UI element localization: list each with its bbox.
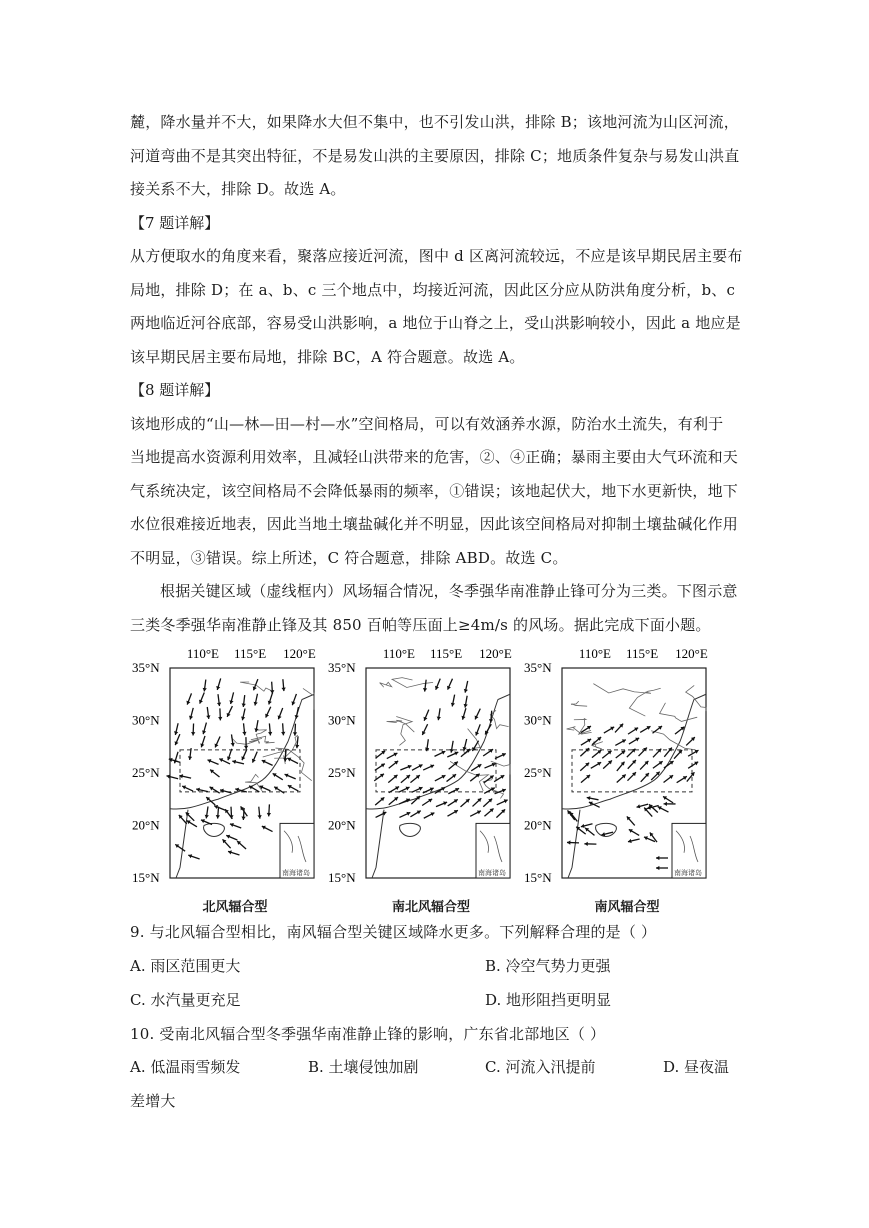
lat-label: 15°N [524,870,552,885]
question-9-stem: 9. 与北风辐合型相比，南风辐合型关键区域降水更多。下列解释合理的是（ ） [130,923,657,941]
wind-arrow-head [203,688,207,692]
province-border [450,761,488,791]
lat-label: 20°N [328,817,356,833]
lat-label: 30°N [328,712,356,728]
province-border [490,710,508,728]
text-line: 两地临近河谷底部，容易受山洪影响，a 地位于山脊之上，受山洪影响较小，因此 a 地应是 [130,314,741,332]
wind-map [522,646,712,896]
wind-arrow-head [281,732,285,736]
option-b[interactable]: B. 冷空气势力更强 [485,956,611,975]
inset-label: 南海诸岛 [282,869,310,877]
text-line: 局地，排除 D；在 a、b、c 三个地点中，均接近河流，因此区分应从防洪角度分析，b、c [130,280,736,299]
wind-arrow-head [218,717,222,720]
key-region-box [572,750,692,792]
lon-label: 115°E [626,646,659,661]
wind-arrow-head [268,732,272,736]
wind-arrow-head [229,700,233,704]
wind-arrow-head [267,813,271,816]
province-border [651,731,695,750]
option-c[interactable]: C. 河流入汛提前 [485,1058,596,1076]
wind-arrow-head [637,804,641,808]
wind-arrows [167,678,300,859]
text-line: 当地提高水资源利用效率，且减轻山洪带来的危害，②、④正确；暴雨主要由大气环流和天 [130,448,739,466]
province-border [392,678,433,688]
lon-label: 120°E [479,646,512,661]
lon-label: 115°E [430,646,463,661]
lat-label: 20°N [524,817,552,833]
map-south-convergence [522,646,712,916]
lat-label: 25°N [132,765,160,780]
wind-field-maps [130,646,742,916]
province-border [251,736,275,743]
province-border [571,701,587,706]
lon-label: 110°E [578,646,612,661]
wind-arrow-head [244,746,248,749]
wind-map [326,646,516,896]
lat-label: 15°N [328,870,356,885]
text-line: 麓，降水量并不大，如果降水大但不集中，也不引发山洪，排除 B；该地河流为山区河流， [130,113,739,131]
wind-arrow-head [293,732,297,735]
text-line: 不明显，③错误。综上所述，C 符合题意，排除 ABD。故选 C。 [130,548,568,567]
wind-arrow-head [189,716,193,720]
wind-arrow-head [656,866,659,870]
lon-label: 110°E [186,646,220,661]
lat-label: 35°N [524,660,552,675]
intro-line: 三类冬季强华南准静止锋及其 850 百帕等压面上≥4m/s 的风场。据此完成下面小题。 [130,615,711,634]
option-a[interactable]: A. 雨区范围更大 [130,956,241,975]
option-b[interactable]: B. 土壤侵蚀加剧 [308,1058,419,1076]
map-caption: 南北风辐合型 [391,900,470,915]
wind-arrow-head [584,842,587,846]
lat-label: 20°N [132,817,160,833]
coastline [372,810,384,878]
province-border [303,688,314,709]
text-line: 该地形成的“山—林—田—村—水”空间格局，可以有效涵养水源，防治水土流失，有利于 [130,414,724,433]
wind-arrow-head [656,856,659,860]
option-d[interactable]: D. 地形阻挡更明显 [485,990,612,1009]
map-caption: 北风辐合型 [202,900,268,915]
lat-label: 25°N [524,765,552,780]
lon-label: 110°E [382,646,416,661]
inset-label: 南海诸岛 [674,869,702,877]
option-d[interactable]: D. 昼夜温 [663,1058,730,1076]
wind-arrow-head [281,688,285,692]
heading-q7: 【7 题详解】 [130,213,220,232]
option-a[interactable]: A. 低温雨雪频发 [130,1058,241,1076]
wind-arrow-head [217,702,221,706]
province-border [380,682,392,686]
wind-arrow-head [295,745,299,749]
question-9-options-row1 [130,950,742,984]
text-line: 河道弯曲不是其突出特征，不是易发山洪的主要原因，排除 C；地质条件复杂与易发山洪直 [130,146,740,165]
text-line: 从方便取水的角度来看，聚落应接近河流，图中 d 区离河流较远，不应是该早期民居主要布 [130,247,743,265]
wind-arrow-head [283,758,287,761]
lat-label: 15°N [132,870,160,885]
inset-label: 南海诸岛 [478,869,506,877]
question-10-stem: 10. 受南北风辐合型冬季强华南准静止锋的影响，广东省北部地区（ ） [130,1024,606,1043]
province-border [491,761,510,774]
lat-label: 30°N [132,712,160,728]
wind-arrows [374,679,507,819]
lon-label: 120°E [675,646,708,661]
intro-line: 根据关键区域（虚线框内）风场辐合情况，冬季强华南准静止锋可分为三类。下图示意 [160,582,738,600]
heading-q8: 【8 题详解】 [130,381,220,399]
coastline [176,810,188,878]
lat-label: 30°N [524,712,552,728]
option-c[interactable]: C. 水汽量更充足 [130,990,241,1009]
question-10-options [130,1051,742,1085]
wind-arrow-head [567,840,570,844]
hainan-island [400,823,421,836]
wind-arrow-head [242,703,246,707]
question-10-continuation: 差增大 [130,1092,176,1110]
province-border [275,748,311,781]
map-north-south-convergence [326,646,516,916]
wind-arrow-head [581,824,585,828]
map-north-convergence [130,646,320,916]
wind-arrow-head [191,732,195,735]
lon-label: 120°E [283,646,316,661]
document-page [130,106,742,1119]
text-line: 该早期民居主要布局地，排除 BC，A 符合题意。故选 A。 [130,347,525,366]
wind-arrow-head [188,756,192,760]
text-line: 接关系不大，排除 D。故选 A。 [130,180,346,198]
wind-arrow-head [489,719,493,723]
wind-arrow-head [241,816,245,820]
wind-arrow-head [206,715,210,719]
lat-label: 35°N [132,660,160,675]
text-line: 气系统决定，该空间格局不会降低暴雨的频率，①错误；该地起伏大，地下水更新快，地下 [130,481,739,500]
wind-arrow-head [202,730,206,734]
text-line: 水位很难接近地表，因此当地土壤盐碱化并不明显，因此该空间格局对抑制土壤盐碱化作用 [130,515,739,533]
hainan-island [204,823,225,836]
lon-label: 115°E [234,646,267,661]
wind-arrow-head [423,688,427,692]
map-caption: 南风辐合型 [594,900,660,915]
province-border [593,684,651,694]
wind-arrow-head [664,802,667,806]
question-9-options-row2 [130,984,742,1018]
wind-map [130,646,320,896]
wind-arrow-head [257,815,261,819]
wind-arrow-head [216,815,220,819]
key-region-box [180,750,300,792]
lat-label: 35°N [328,660,356,675]
lat-label: 25°N [328,765,356,780]
wind-arrow-head [242,732,246,736]
